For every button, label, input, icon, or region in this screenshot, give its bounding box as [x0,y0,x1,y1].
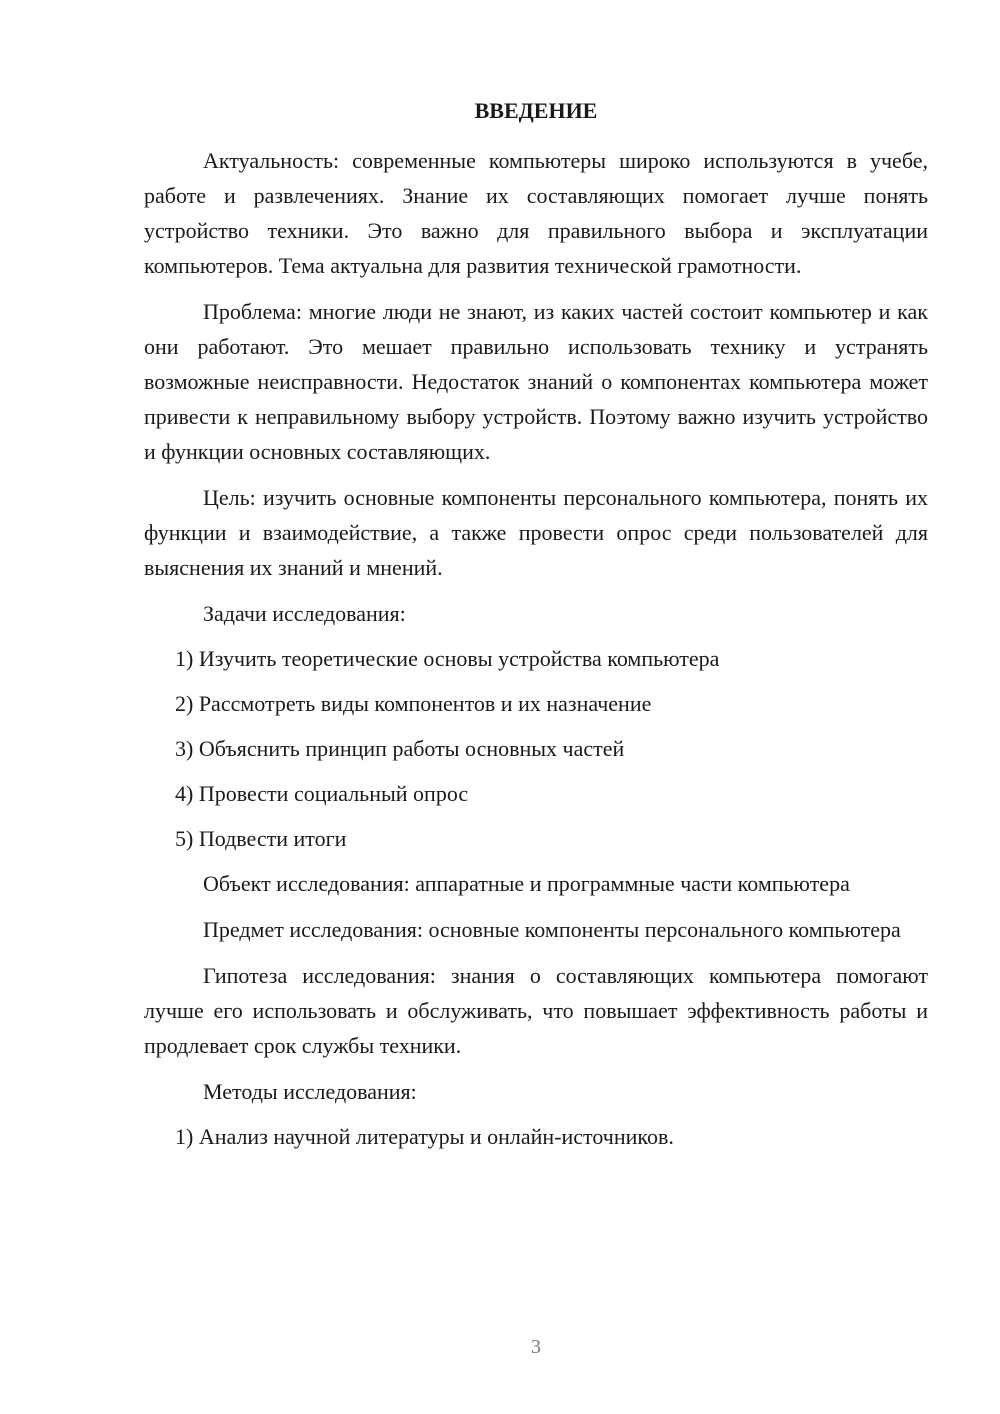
subject-paragraph: Предмет исследования: основные компоненты персонального компьютера [203,917,901,942]
list-item: 4) Провести социальный опрос [175,781,469,806]
list-item: 5) Подвести итоги [175,826,347,851]
methods-list [144,1119,928,1154]
list-item: 2) Рассмотреть виды компонентов и их назначение [175,691,652,716]
relevance-paragraph: Актуальность: современные компьютеры широко используются в учебе, работе и развлечениях. Знание их составляющих помогает лучше понять устройство техники. Это важно для правильного выбора и эксплуатации компьютеров. Тема актуальна для развития технической грамотности. [144,148,928,278]
list-item: 3) Объяснить принцип работы основных частей [175,736,625,761]
page-title: ВВЕДЕНИЕ [474,98,598,123]
object-paragraph: Объект исследования: аппаратные и программные части компьютера [203,871,850,896]
list-item: 1) Изучить теоретические основы устройства компьютера [175,646,720,671]
methods-heading: Методы исследования: [203,1079,417,1104]
page-number: 3 [531,1336,541,1358]
tasks-heading: Задачи исследования: [203,601,406,626]
goal-paragraph: Цель: изучить основные компоненты персонального компьютера, понять их функции и взаимодействие, а также провести опрос среди пользователей для выяснения их знаний и мнений. [144,485,928,580]
list-item: 1) Анализ научной литературы и онлайн-источников. [175,1124,674,1149]
problem-paragraph: Проблема: многие люди не знают, из каких частей состоит компьютер и как они работают. Это мешает правильно использовать технику и устранять возможные неисправности. Недостаток знаний о компонентах компьютера может привести к неправильному выбору устройств. Поэтому важно изучить устройство и функции основных составляющих. [144,299,928,464]
document-body [144,143,928,1164]
tasks-list [144,641,928,856]
hypothesis-paragraph: Гипотеза исследования: знания о составляющих компьютера помогают лучше его использовать и обслуживать, что повышает эффективность работы и продлевает срок службы техники. [144,963,928,1058]
